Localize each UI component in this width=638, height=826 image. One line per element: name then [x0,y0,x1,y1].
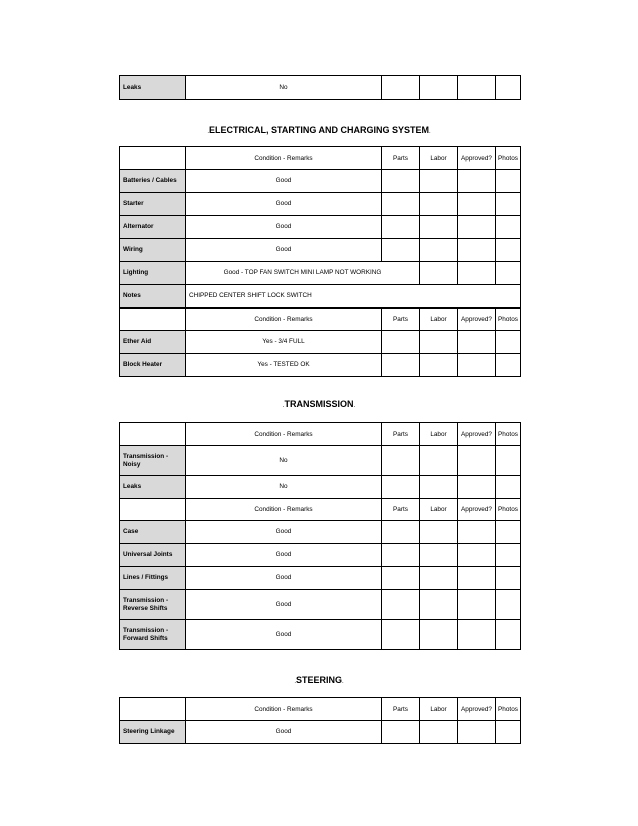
labor-cell[interactable] [420,216,458,239]
row-remark: Good [186,620,382,650]
header-labor: Labor [420,423,458,446]
parts-cell[interactable] [382,620,420,650]
header-approved: Approved? [458,423,496,446]
row-label: Transmission - Reverse Shifts [120,590,186,620]
table-row [120,76,521,100]
header-parts: Parts [382,423,420,446]
approved-cell[interactable] [458,76,496,100]
parts-cell[interactable] [382,76,420,100]
table-row [120,620,521,650]
header-remarks: Condition - Remarks [186,147,382,170]
header-row [120,698,521,721]
approved-cell[interactable] [458,446,496,476]
table-row [120,446,521,476]
row-remark: Good - TOP FAN SWITCH MINI LAMP NOT WORKING [186,262,420,285]
labor-cell[interactable] [420,239,458,262]
table-row [120,721,521,744]
table-row [120,354,521,377]
row-remark: Good [186,544,382,567]
header-row [120,423,521,446]
header-photos: Photos [496,499,521,521]
row-remark: Good [186,521,382,544]
header-approved: Approved? [458,147,496,170]
header-labor: Labor [420,698,458,721]
table-row [120,590,521,620]
parts-cell[interactable] [382,567,420,590]
approved-cell[interactable] [458,590,496,620]
photos-cell[interactable] [496,216,521,239]
parts-cell[interactable] [382,193,420,216]
approved-cell[interactable] [458,476,496,499]
photos-cell[interactable] [496,193,521,216]
photos-cell[interactable] [496,476,521,499]
header-labor: Labor [420,499,458,521]
header-approved: Approved? [458,499,496,521]
parts-cell[interactable] [382,331,420,354]
row-label: Wiring [120,239,186,262]
header-blank [120,423,186,446]
photos-cell[interactable] [496,446,521,476]
photos-cell[interactable] [496,239,521,262]
row-label: Starter [120,193,186,216]
row-label: Alternator [120,216,186,239]
row-label: Steering Linkage [120,721,186,744]
photos-cell[interactable] [496,567,521,590]
labor-cell[interactable] [420,331,458,354]
labor-cell[interactable] [420,446,458,476]
header-blank [120,308,186,331]
row-remark: Yes - TESTED OK [186,354,382,377]
approved-cell[interactable] [458,567,496,590]
photos-cell[interactable] [496,620,521,650]
header-parts: Parts [382,308,420,331]
row-label: Transmission - Noisy [120,446,186,476]
table-row [120,285,521,308]
table-row [120,521,521,544]
header-parts: Parts [382,698,420,721]
row-remark: Good [186,590,382,620]
labor-cell[interactable] [420,354,458,377]
header-remarks: Condition - Remarks [186,698,382,721]
parts-cell[interactable] [382,354,420,377]
photos-cell[interactable] [496,262,521,285]
approved-cell[interactable] [458,544,496,567]
row-label: Ether Aid [120,331,186,354]
row-label: Lines / Fittings [120,567,186,590]
photos-cell[interactable] [496,590,521,620]
labor-cell[interactable] [420,567,458,590]
approved-cell[interactable] [458,354,496,377]
row-label: Block Heater [120,354,186,377]
header-photos: Photos [496,308,521,331]
header-blank [120,499,186,521]
header-blank [120,147,186,170]
steering-section-title: .STEERING. [294,675,344,685]
table-row [120,262,521,285]
top-leaks-table [119,75,520,100]
photos-cell[interactable] [496,331,521,354]
labor-cell[interactable] [420,476,458,499]
row-remark: Good [186,567,382,590]
steering-table [119,697,520,744]
photos-cell[interactable] [496,544,521,567]
labor-cell[interactable] [420,193,458,216]
parts-cell[interactable] [382,544,420,567]
transmission-title-text: TRANSMISSION [284,399,354,409]
row-label: Case [120,521,186,544]
electrical-table [119,146,520,377]
parts-cell[interactable] [382,446,420,476]
table-row [120,567,521,590]
table-row [120,216,521,239]
approved-cell[interactable] [458,216,496,239]
parts-cell[interactable] [382,170,420,193]
row-label: Transmission - Forward Shifts [120,620,186,650]
header-parts: Parts [382,499,420,521]
photos-cell[interactable] [496,721,521,744]
electrical-title-text: ELECTRICAL, STARTING AND CHARGING SYSTEM [209,125,429,135]
labor-cell[interactable] [420,76,458,100]
parts-cell[interactable] [382,239,420,262]
row-remark: Good [186,193,382,216]
approved-cell[interactable] [458,521,496,544]
transmission-table [119,422,520,650]
row-label: Leaks [120,476,186,499]
parts-cell[interactable] [382,590,420,620]
header-row [120,147,521,170]
row-remark: Yes - 3/4 FULL [186,331,382,354]
header-photos: Photos [496,423,521,446]
table-row [120,193,521,216]
table-row [120,544,521,567]
approved-cell[interactable] [458,721,496,744]
row-label: Notes [120,285,186,308]
labor-cell[interactable] [420,262,458,285]
row-remark: Good [186,239,382,262]
row-remark: No [186,76,382,100]
header-photos: Photos [496,698,521,721]
transmission-section-title: .TRANSMISSION. [282,399,356,409]
row-remark: No [186,476,382,499]
photos-cell[interactable] [496,76,521,100]
approved-cell[interactable] [458,170,496,193]
parts-cell[interactable] [382,521,420,544]
header-row [120,499,521,521]
row-remark: Good [186,216,382,239]
labor-cell[interactable] [420,721,458,744]
labor-cell[interactable] [420,170,458,193]
header-labor: Labor [420,308,458,331]
parts-cell[interactable] [382,216,420,239]
approved-cell[interactable] [458,193,496,216]
row-label: Batteries / Cables [120,170,186,193]
labor-cell[interactable] [420,590,458,620]
header-remarks: Condition - Remarks [186,499,382,521]
header-remarks: Condition - Remarks [186,308,382,331]
table-row [120,239,521,262]
approved-cell[interactable] [458,239,496,262]
header-labor: Labor [420,147,458,170]
photos-cell[interactable] [496,354,521,377]
row-remark: Good [186,170,382,193]
header-photos: Photos [496,147,521,170]
row-label: Universal Joints [120,544,186,567]
table-row [120,170,521,193]
electrical-section-title: .ELECTRICAL, STARTING AND CHARGING SYSTEM. [207,125,431,135]
steering-title-text: STEERING [295,675,342,685]
labor-cell[interactable] [420,521,458,544]
header-remarks: Condition - Remarks [186,423,382,446]
row-remark: Good [186,721,382,744]
header-approved: Approved? [458,308,496,331]
row-remark: No [186,446,382,476]
header-parts: Parts [382,147,420,170]
header-blank [120,698,186,721]
approved-cell[interactable] [458,262,496,285]
table-row [120,331,521,354]
parts-cell[interactable] [382,721,420,744]
notes-text: CHIPPED CENTER SHIFT LOCK SWITCH [186,285,521,308]
approved-cell[interactable] [458,620,496,650]
labor-cell[interactable] [420,544,458,567]
parts-cell[interactable] [382,476,420,499]
approved-cell[interactable] [458,331,496,354]
photos-cell[interactable] [496,521,521,544]
photos-cell[interactable] [496,170,521,193]
labor-cell[interactable] [420,620,458,650]
row-label: Lighting [120,262,186,285]
header-approved: Approved? [458,698,496,721]
header-row [120,308,521,331]
table-row [120,476,521,499]
row-label: Leaks [120,76,186,100]
